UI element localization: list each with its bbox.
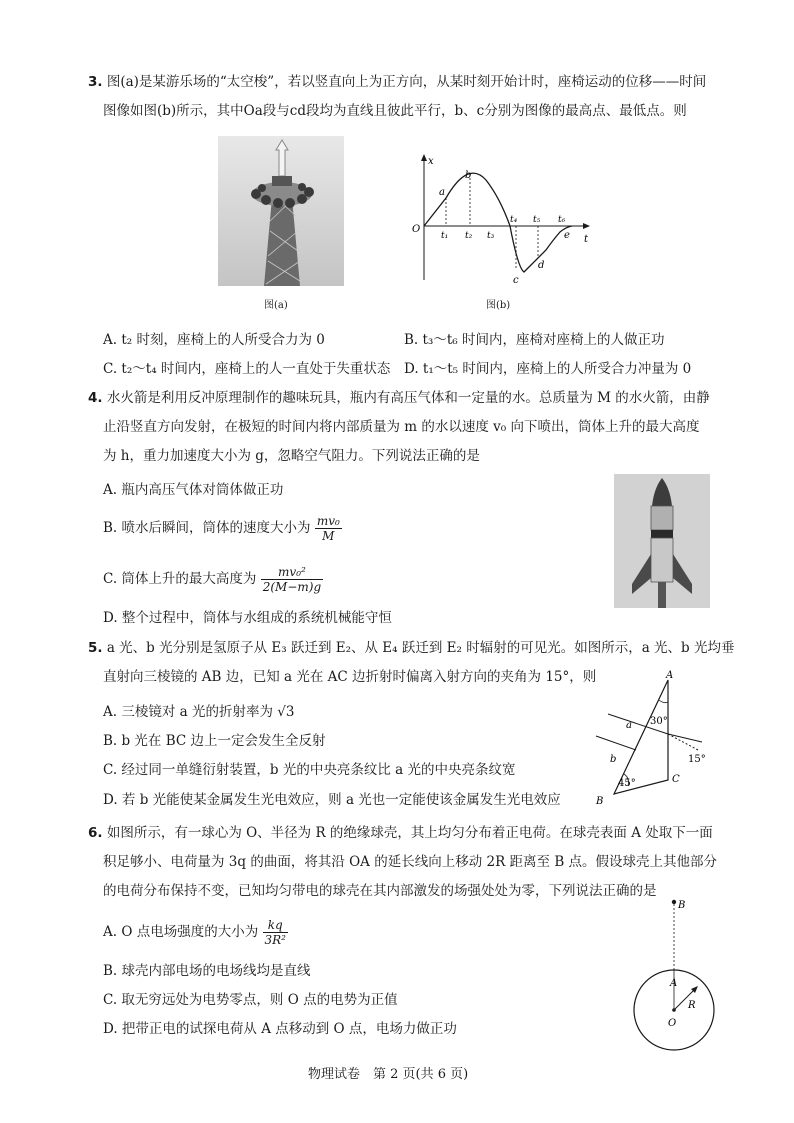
- vertex-c-label: C: [672, 774, 680, 785]
- ray-b-label: b: [610, 754, 617, 765]
- q5-option-b[interactable]: B. b 光在 BC 边上一定会发生全反射: [103, 733, 326, 749]
- q5-text-1: a 光、b 光分别是氢原子从 E₃ 跃迁到 E₂、从 E₄ 跃迁到 E₂ 时辐射的可见光。如图所示，a 光、b 光均垂: [106, 640, 735, 656]
- angle-45-label: 45°: [618, 778, 636, 789]
- q6-a-numerator: kq: [263, 918, 288, 933]
- q4-option-d[interactable]: D. 整个过程中，筒体与水组成的系统机械能守恒: [103, 610, 392, 626]
- vertex-a-label: A: [666, 670, 674, 681]
- t1-label: t₁: [441, 231, 449, 241]
- ray-b-incident: [596, 736, 636, 750]
- q6-option-c[interactable]: C. 取无穷远处为电势零点，则 O 点的电势为正值: [103, 992, 398, 1008]
- q4-b-numerator: mv₀: [316, 514, 340, 528]
- tower-illustration: [218, 136, 344, 286]
- t6-label: t₆: [558, 215, 566, 225]
- page-footer: 物理试卷 第 2 页(共 6 页): [308, 1067, 469, 1082]
- q6-option-b[interactable]: B. 球壳内部电场的电场线均是直线: [103, 963, 311, 979]
- x-axis-arrow-icon: [421, 154, 427, 161]
- q4-stem-line3: 为 h，重力加速度大小为 g，忽略空气阻力。下列说法正确的是: [103, 448, 480, 464]
- ray-a-label: a: [626, 720, 632, 731]
- point-b-label: B: [678, 900, 686, 911]
- q5-number: 5.: [88, 640, 103, 656]
- water-rocket-photo: [614, 474, 710, 608]
- q3-option-d[interactable]: D. t₁～t₅ 时间内，座椅上的人所受合力冲量为 0: [404, 361, 692, 377]
- q4-stem-line2: 止沿竖直方向发射，在极短的时间内将内部质量为 m 的水以速度 v₀ 向下喷出，筒体上升的最大高度: [103, 419, 700, 435]
- q5-stem-line1: [88, 639, 734, 657]
- space-shuttle-ride-photo: [218, 136, 344, 286]
- t4-label: t₄: [510, 215, 518, 225]
- q3-option-c[interactable]: C. t₂～t₄ 时间内，座椅上的人一直处于失重状态: [103, 361, 391, 377]
- q4-b-denominator: M: [322, 529, 335, 543]
- radius-r-label: R: [688, 1000, 696, 1011]
- q3-text-1: 图(a)是某游乐场的“太空梭”，若以竖直向上为正方向，从某时刻开始计时，座椅运动的位移——时间: [106, 74, 707, 90]
- q6-stem-line2: 积足够小、电荷量为 3q 的曲面，将其沿 OA 的延长线向上移动 2R 距离至 B 点。假设球壳上其他部分: [103, 854, 718, 870]
- q6-stem-line1: [88, 824, 713, 842]
- q6-option-a[interactable]: [103, 918, 288, 947]
- t-axis-label: t: [584, 234, 589, 245]
- angle-15-label: 15°: [688, 754, 706, 765]
- t3-label: t₃: [487, 231, 495, 241]
- prism-triangle: [614, 680, 668, 794]
- q6-a-denominator: 3R²: [264, 933, 286, 947]
- water-rocket-illustration: [614, 474, 710, 608]
- q5-stem-line2: 直射向三棱镜的 AB 边，已知 a 光在 AC 边折射时偏离入射方向的夹角为 15°，则: [103, 669, 597, 685]
- q3-stem-line1: [88, 73, 706, 91]
- q6-option-d[interactable]: D. 把带正电的试探电荷从 A 点移动到 O 点，电场力做正功: [103, 1021, 457, 1037]
- q6-text-1: 如图所示，有一球心为 O、半径为 R 的绝缘球壳，其上均匀分布着正电荷。在球壳表面 A 处取下一面: [106, 825, 713, 841]
- point-e-label: e: [564, 230, 570, 241]
- q3-number: 3.: [88, 74, 103, 90]
- q3-stem-line2: 图像如图(b)所示，其中Oa段与cd段均为直线且彼此平行，b、c分别为图像的最高点、最低点。则: [103, 103, 687, 119]
- q4-option-c-fraction: [261, 565, 323, 594]
- q6-option-a-fraction: [263, 918, 288, 947]
- prism-diagram: [588, 670, 718, 808]
- q6-option-a-text: A. O 点电场强度的大小为: [103, 924, 259, 940]
- angle-30-arc: [659, 700, 668, 703]
- point-c-label: c: [513, 275, 519, 286]
- center-o-dot: [672, 1008, 676, 1012]
- angle-30-label: 30°: [650, 716, 668, 727]
- point-a-label: A: [670, 978, 678, 989]
- q4-stem-line1: [88, 389, 710, 407]
- q4-option-c[interactable]: [103, 565, 323, 594]
- q4-option-c-text: C. 筒体上升的最大高度为: [103, 571, 257, 587]
- x-axis-label: x: [428, 156, 434, 167]
- point-a-label: a: [439, 187, 445, 198]
- figure-a-caption: 图(a): [264, 300, 288, 311]
- q5-option-a[interactable]: A. 三棱镜对 a 光的折射率为 √3: [103, 704, 295, 720]
- q4-option-a[interactable]: A. 瓶内高压气体对筒体做正功: [103, 482, 284, 498]
- q4-option-b-text: B. 喷水后瞬间，筒体的速度大小为: [103, 520, 311, 536]
- center-o-label: O: [668, 1018, 677, 1029]
- t-axis-arrow-icon: [583, 223, 590, 229]
- point-b-dot: [672, 900, 676, 904]
- q5-option-c[interactable]: C. 经过同一单缝衍射装置，b 光的中央亮条纹比 a 光的中央亮条纹宽: [103, 762, 516, 778]
- q3-option-b[interactable]: B. t₃～t₆ 时间内，座椅对座椅上的人做正功: [404, 332, 665, 348]
- t2-label: t₂: [465, 231, 473, 241]
- figure-b-caption: 图(b): [486, 300, 511, 311]
- ray-a-normal-dashed: [668, 734, 698, 750]
- point-b-label: b: [465, 170, 472, 181]
- point-d-label: d: [538, 260, 545, 271]
- q4-number: 4.: [88, 390, 103, 406]
- t5-label: t₅: [533, 215, 541, 225]
- q6-stem-line3: 的电荷分布保持不变，已知均匀带电的球壳在其内部激发的场强处处为零，下列说法正确的是: [103, 883, 657, 899]
- q4-option-b-fraction: [315, 514, 342, 543]
- q4-c-numerator: mv₀²: [261, 565, 323, 580]
- q5-option-d[interactable]: D. 若 b 光能使某金属发生光电效应，则 a 光也一定能使该金属发生光电效应: [103, 792, 561, 808]
- q3-option-a[interactable]: A. t₂ 时刻，座椅上的人所受合力为 0: [103, 332, 325, 348]
- ray-a-refracted: [668, 734, 702, 742]
- q4-text-1: 水火箭是利用反冲原理制作的趣味玩具，瓶内有高压气体和一定量的水。总质量为 M 的水火箭，由静: [106, 390, 710, 406]
- q4-c-denominator: 2(M−m)g: [262, 580, 322, 594]
- origin-label: O: [412, 224, 421, 235]
- vertex-b-label: B: [596, 796, 604, 807]
- q6-number: 6.: [88, 825, 103, 841]
- charged-shell-diagram: [630, 896, 720, 1052]
- q4-option-b[interactable]: [103, 514, 342, 543]
- displacement-time-graph: [408, 150, 598, 290]
